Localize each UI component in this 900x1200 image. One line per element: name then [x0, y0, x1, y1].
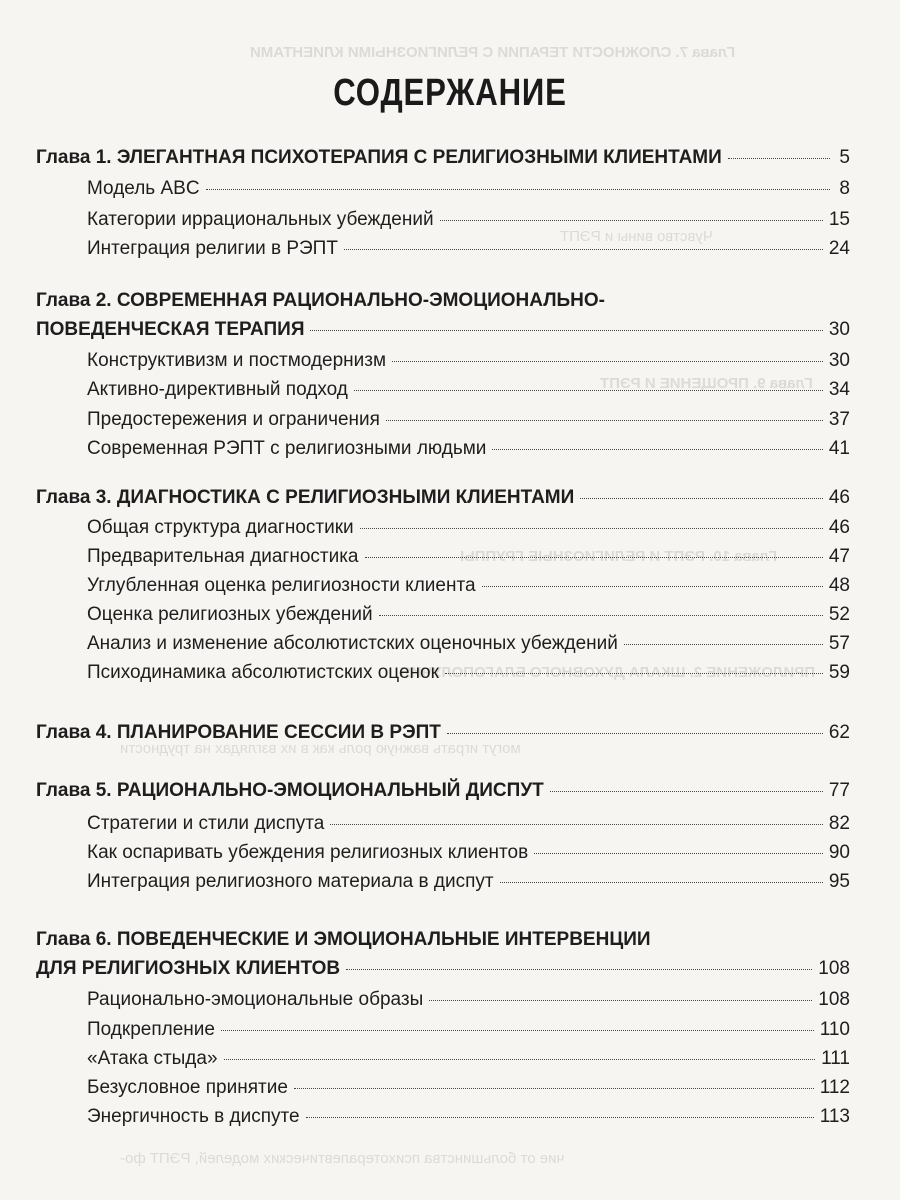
dot-leader — [346, 969, 812, 970]
dot-leader — [534, 853, 823, 854]
dot-leader — [624, 644, 823, 645]
toc-entry — [87, 1077, 850, 1099]
toc-entry — [87, 662, 850, 684]
toc-entry — [87, 546, 850, 568]
toc-entry — [87, 238, 850, 260]
toc-chapter-1 — [36, 147, 850, 169]
toc-label: Психодинамика абсолютистских оценок — [87, 662, 439, 683]
dot-leader — [330, 824, 822, 825]
dot-leader — [500, 882, 823, 883]
toc-entry — [87, 1019, 850, 1041]
toc-entry — [87, 604, 850, 626]
toc-page: 15 — [828, 209, 850, 230]
dot-leader — [365, 557, 823, 558]
toc-chapter-6 — [36, 958, 850, 980]
bleed-through: Чувство вины и РЭПТ — [560, 228, 713, 245]
dot-leader — [440, 220, 823, 221]
toc-page: 95 — [828, 871, 850, 892]
dot-leader — [728, 158, 830, 159]
dot-leader — [580, 498, 823, 499]
toc-entry — [87, 575, 850, 597]
toc-entry — [87, 633, 850, 655]
dot-leader — [447, 733, 823, 734]
dot-leader — [224, 1059, 816, 1060]
dot-leader — [294, 1088, 814, 1089]
dot-leader — [306, 1117, 814, 1118]
toc-page: 46 — [828, 517, 850, 538]
toc-page: 37 — [828, 409, 850, 430]
dot-leader — [392, 361, 823, 362]
toc-entry — [87, 178, 850, 200]
toc-page: 77 — [828, 780, 850, 801]
toc-label: Энергичность в диспуте — [87, 1106, 300, 1127]
toc-label: ДЛЯ РЕЛИГИОЗНЫХ КЛИЕНТОВ — [36, 958, 341, 979]
toc-label: Углубленная оценка религиозности клиента — [87, 575, 476, 596]
toc-entry — [87, 871, 850, 893]
toc-page: 59 — [828, 662, 850, 683]
toc-entry — [87, 379, 850, 401]
toc-chapter-2 — [36, 319, 850, 341]
toc-label: Глава 3. ДИАГНОСТИКА С РЕЛИГИОЗНЫМИ КЛИЕНТАМИ — [36, 487, 575, 508]
toc-label: Как оспаривать убеждения религиозных клиентов — [87, 842, 529, 863]
toc-page: 48 — [828, 575, 850, 596]
dot-leader — [429, 1000, 812, 1001]
toc-chapter-3 — [36, 487, 850, 509]
dot-leader — [310, 330, 822, 331]
toc-label: Глава 1. ЭЛЕГАНТНАЯ ПСИХОТЕРАПИЯ С РЕЛИГИОЗНЫМИ КЛИЕНТАМИ — [36, 147, 722, 168]
dot-leader — [360, 528, 823, 529]
bleed-through: ПРИЛОЖЕНИЕ 2. ШКАЛА ДУХОВНОГО БЛАГОПОЛУЧИЯ — [400, 664, 816, 681]
toc-label: Интеграция религии в РЭПТ — [87, 238, 338, 259]
toc-page: 82 — [828, 813, 850, 834]
toc-page: 41 — [828, 438, 850, 459]
dot-leader — [445, 673, 823, 674]
bleed-through: могут играть важную роль как в их взглядах на трудности — [120, 740, 521, 757]
page-title: СОДЕРЖАНИЕ — [333, 72, 567, 114]
toc-label: Оценка религиозных убеждений — [87, 604, 373, 625]
dot-leader — [221, 1030, 814, 1031]
dot-leader — [482, 586, 823, 587]
toc-label: Предостережения и ограничения — [87, 409, 380, 430]
toc-page: 108 — [818, 958, 850, 979]
dot-leader — [354, 390, 823, 391]
toc-page: 108 — [818, 989, 850, 1010]
toc-label: Рационально-эмоциональные образы — [87, 989, 424, 1010]
toc-page: 62 — [828, 722, 850, 743]
toc-label: «Атака стыда» — [87, 1048, 218, 1069]
dot-leader — [206, 189, 830, 190]
toc-label: Конструктивизм и постмодернизм — [87, 350, 387, 371]
toc-label: Глава 4. ПЛАНИРОВАНИЕ СЕССИИ В РЭПТ — [36, 722, 441, 743]
toc-label: Предварительная диагностика — [87, 546, 359, 567]
toc-label: Стратегии и стили диспута — [87, 813, 325, 834]
dot-leader — [550, 791, 823, 792]
toc-page: 5 — [839, 147, 850, 168]
toc-label: Модель ABC — [87, 178, 200, 199]
toc-label: Современная РЭПТ с религиозными людьми — [87, 438, 487, 459]
toc-page: 57 — [828, 633, 850, 654]
toc-entry — [87, 438, 850, 460]
toc-chapter-6-line-1: Глава 6. ПОВЕДЕНЧЕСКИЕ И ЭМОЦИОНАЛЬНЫЕ ИНТЕРВЕНЦИИ — [36, 929, 651, 950]
dot-leader — [386, 420, 823, 421]
toc-label: Анализ и изменение абсолютистских оценочных убеждений — [87, 633, 618, 654]
toc-entry — [87, 409, 850, 431]
dot-leader — [492, 449, 822, 450]
toc-entry — [87, 1106, 850, 1128]
toc-entry — [87, 350, 850, 372]
toc-page: 47 — [828, 546, 850, 567]
toc-entry — [87, 1048, 850, 1070]
toc-page: 111 — [821, 1048, 850, 1069]
toc-entry — [87, 209, 850, 231]
toc-page: 30 — [828, 319, 850, 340]
toc-entry — [87, 842, 850, 864]
toc-page: 110 — [819, 1019, 850, 1040]
toc-label: Глава 5. РАЦИОНАЛЬНО-ЭМОЦИОНАЛЬНЫЙ ДИСПУТ — [36, 780, 544, 801]
toc-page: 46 — [828, 487, 850, 508]
toc-label: Интеграция религиозного материала в диспут — [87, 871, 494, 892]
toc-page: 52 — [828, 604, 850, 625]
dot-leader — [344, 249, 823, 250]
toc-chapter-2-line-1: Глава 2. СОВРЕМЕННАЯ РАЦИОНАЛЬНО-ЭМОЦИОНАЛЬНО- — [36, 290, 606, 311]
toc-label: Общая структура диагностики — [87, 517, 354, 538]
toc-chapter-5 — [36, 780, 850, 802]
toc-entry — [87, 517, 850, 539]
toc-entry — [87, 989, 850, 1011]
toc-page: 8 — [839, 178, 850, 199]
toc-label: Подкрепление — [87, 1019, 215, 1040]
toc-page: 90 — [828, 842, 850, 863]
toc-label: ПОВЕДЕНЧЕСКАЯ ТЕРАПИЯ — [36, 319, 305, 340]
bleed-through: Глава 7. СЛОЖНОСТИ ТЕРАПИИ С РЕЛИГИОЗНЫМИ КЛИЕНТАМИ — [250, 44, 736, 61]
toc-page: 113 — [819, 1106, 850, 1127]
toc-entry — [87, 813, 850, 835]
bleed-through: чие от большинства психотерапевтических моделей, РЭПТ фо- — [120, 1150, 565, 1167]
toc-page: 24 — [828, 238, 850, 259]
toc-label: Категории иррациональных убеждений — [87, 209, 434, 230]
bleed-through: Глава 10. РЭПТ И РЕЛИГИОЗНЫЕ ГРУППЫ — [460, 548, 778, 565]
toc-page: 112 — [819, 1077, 850, 1098]
toc-label: Безусловное принятие — [87, 1077, 288, 1098]
toc-label: Активно-директивный подход — [87, 379, 348, 400]
toc-page: 30 — [828, 350, 850, 371]
dot-leader — [379, 615, 823, 616]
bleed-through: Глава 9. ПРОЩЕНИЕ И РЭПТ — [600, 375, 813, 392]
toc-page: 34 — [828, 379, 850, 400]
toc-chapter-4 — [36, 722, 850, 744]
